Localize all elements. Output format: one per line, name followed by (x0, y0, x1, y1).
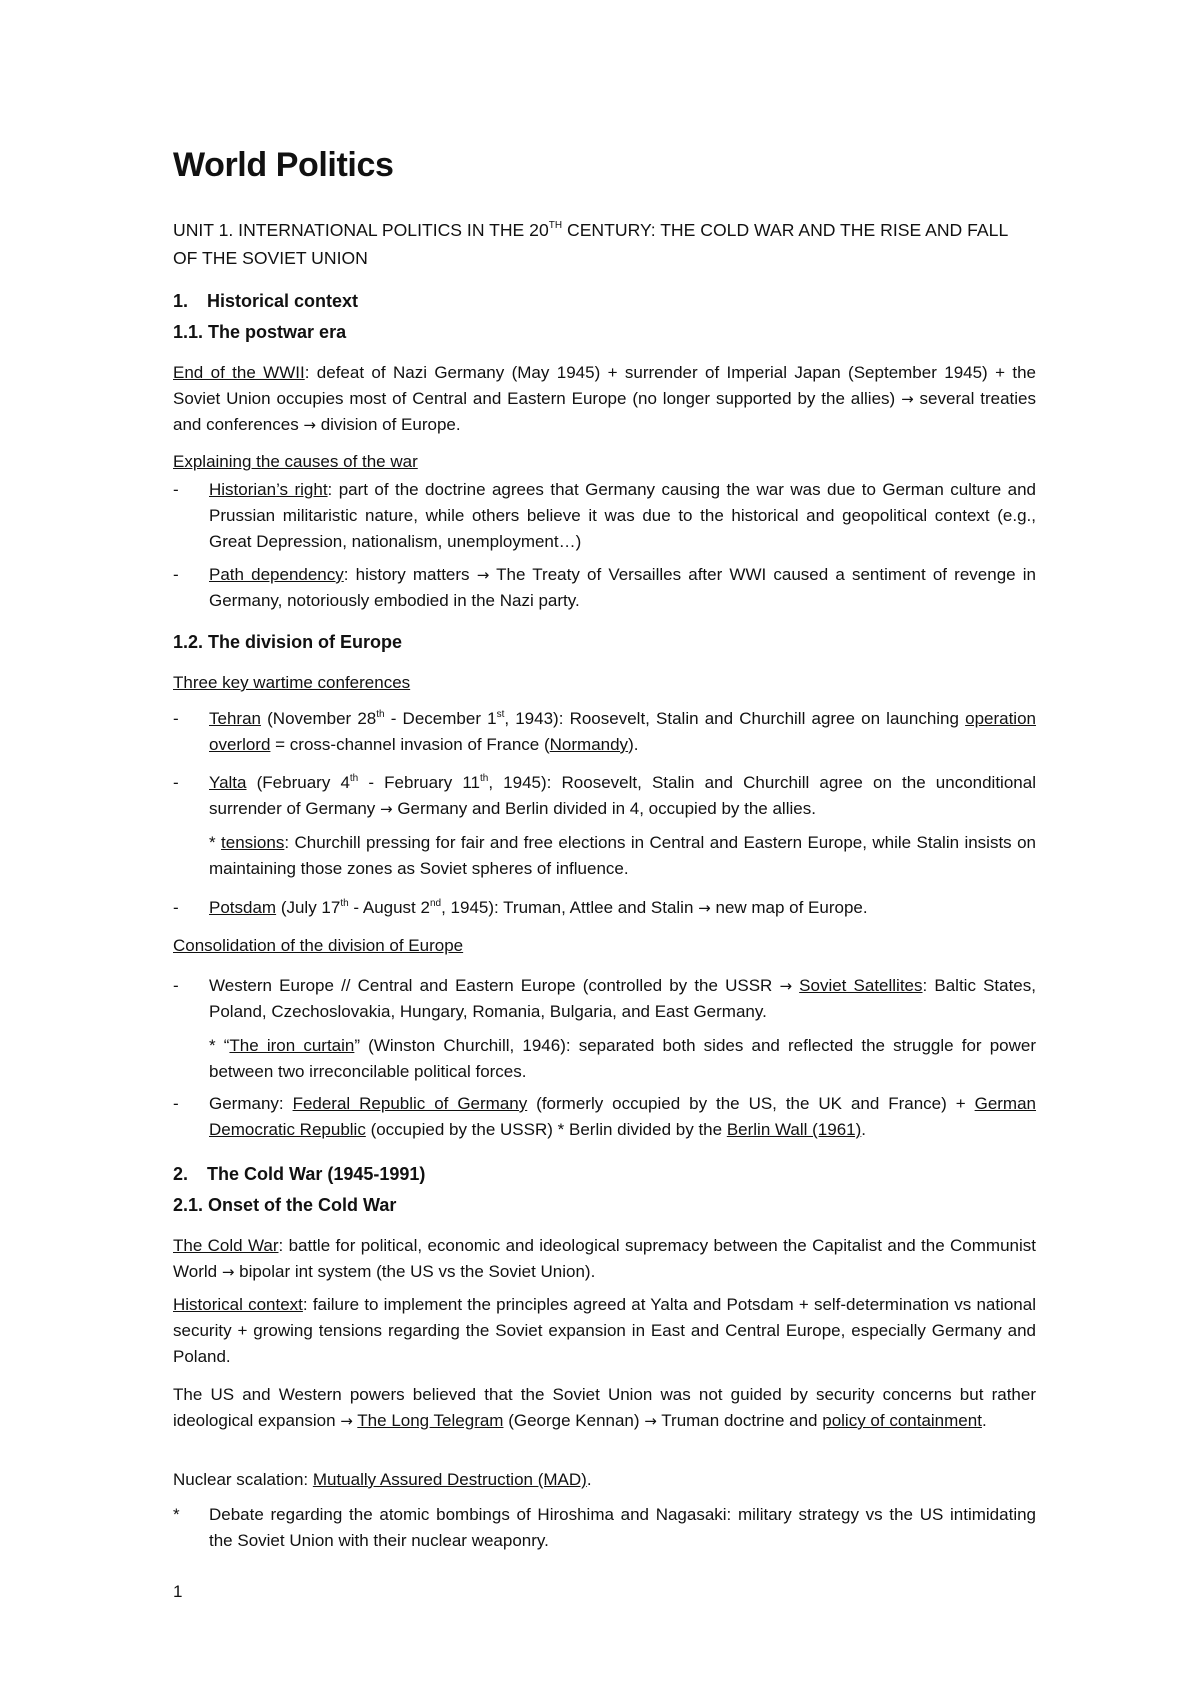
bullet-icon: - (173, 773, 179, 792)
nuclear-paragraph: Nuclear scalation: Mutually Assured Destruction (MAD). (173, 1470, 592, 1489)
causes-heading: Explaining the causes of the war (173, 452, 418, 471)
bullet-icon: - (173, 709, 179, 728)
arrow-icon: → (644, 1412, 657, 1430)
postwar-paragraph: End of the WWII: defeat of Nazi Germany (May 1945) + surrender of Imperial Japan (September 1945) + the Soviet Union occupies most of Central and Eastern Europe (no longer supported by the allies) → several treaties and conferences → division of Europe. (173, 363, 1037, 434)
historical-context-paragraph: Historical context: failure to implement the principles agreed at Yalta and Potsdam + self-determination vs national security + growing tensions regarding the Soviet expansion in East and Central Europe, especially Germany and Poland. (173, 1295, 1036, 1366)
asterisk-icon: * (173, 1505, 180, 1524)
section-1-1-heading: 1.1. The postwar era (173, 322, 347, 342)
arrow-icon: → (303, 416, 316, 434)
bullet-icon: - (173, 976, 179, 995)
arrow-icon: → (221, 1263, 235, 1281)
section-2-1-heading: 2.1. Onset of the Cold War (173, 1195, 397, 1215)
iron-curtain-note: * “The iron curtain” (Winston Churchill, 1946): separated both sides and reflected the struggle for power between two irreconcilable political forces. (209, 1036, 1037, 1081)
unit-heading: UNIT 1. INTERNATIONAL POLITICS IN THE 20TH CENTURY: THE COLD WAR AND THE RISE AND FALL OF THE SOVIET UNION (173, 220, 1008, 268)
arrow-icon: → (698, 899, 711, 917)
bullet-icon: - (173, 898, 179, 917)
section-2-heading: 2. The Cold War (1945-1991) (173, 1164, 426, 1184)
conferences-heading: Three key wartime conferences (173, 673, 411, 692)
page-title: World Politics (173, 146, 394, 184)
consolidation-heading: Consolidation of the division of Europe (173, 936, 464, 955)
section-1-2-heading: 1.2. The division of Europe (173, 632, 403, 652)
cold-war-paragraph: The Cold War: battle for political, economic and ideological supremacy between the Capitalist and the Communist World → bipolar int system (the US vs the Soviet Union). (173, 1236, 1036, 1281)
western-powers-paragraph: The US and Western powers believed that the Soviet Union was not guided by security concerns but rather ideological expansion → The Long Telegram (George Kennan) → Truman doctrine and policy of containment. (173, 1385, 1036, 1430)
page-number: 1 (173, 1582, 183, 1601)
section-1-heading: 1. Historical context (173, 291, 359, 311)
tensions-note: * tensions: Churchill pressing for fair and free elections in Central and Eastern Europe, while Stalin insists on maintaining those zones as Soviet spheres of influence. (209, 833, 1036, 878)
arrow-icon: → (901, 390, 914, 408)
arrow-icon: → (340, 1412, 353, 1430)
bullet-icon: - (173, 480, 179, 499)
arrow-icon: → (779, 977, 793, 995)
bullet-icon: - (173, 1094, 179, 1113)
bullet-icon: - (173, 565, 179, 584)
arrow-icon: → (380, 800, 393, 818)
arrow-icon: → (476, 566, 490, 584)
